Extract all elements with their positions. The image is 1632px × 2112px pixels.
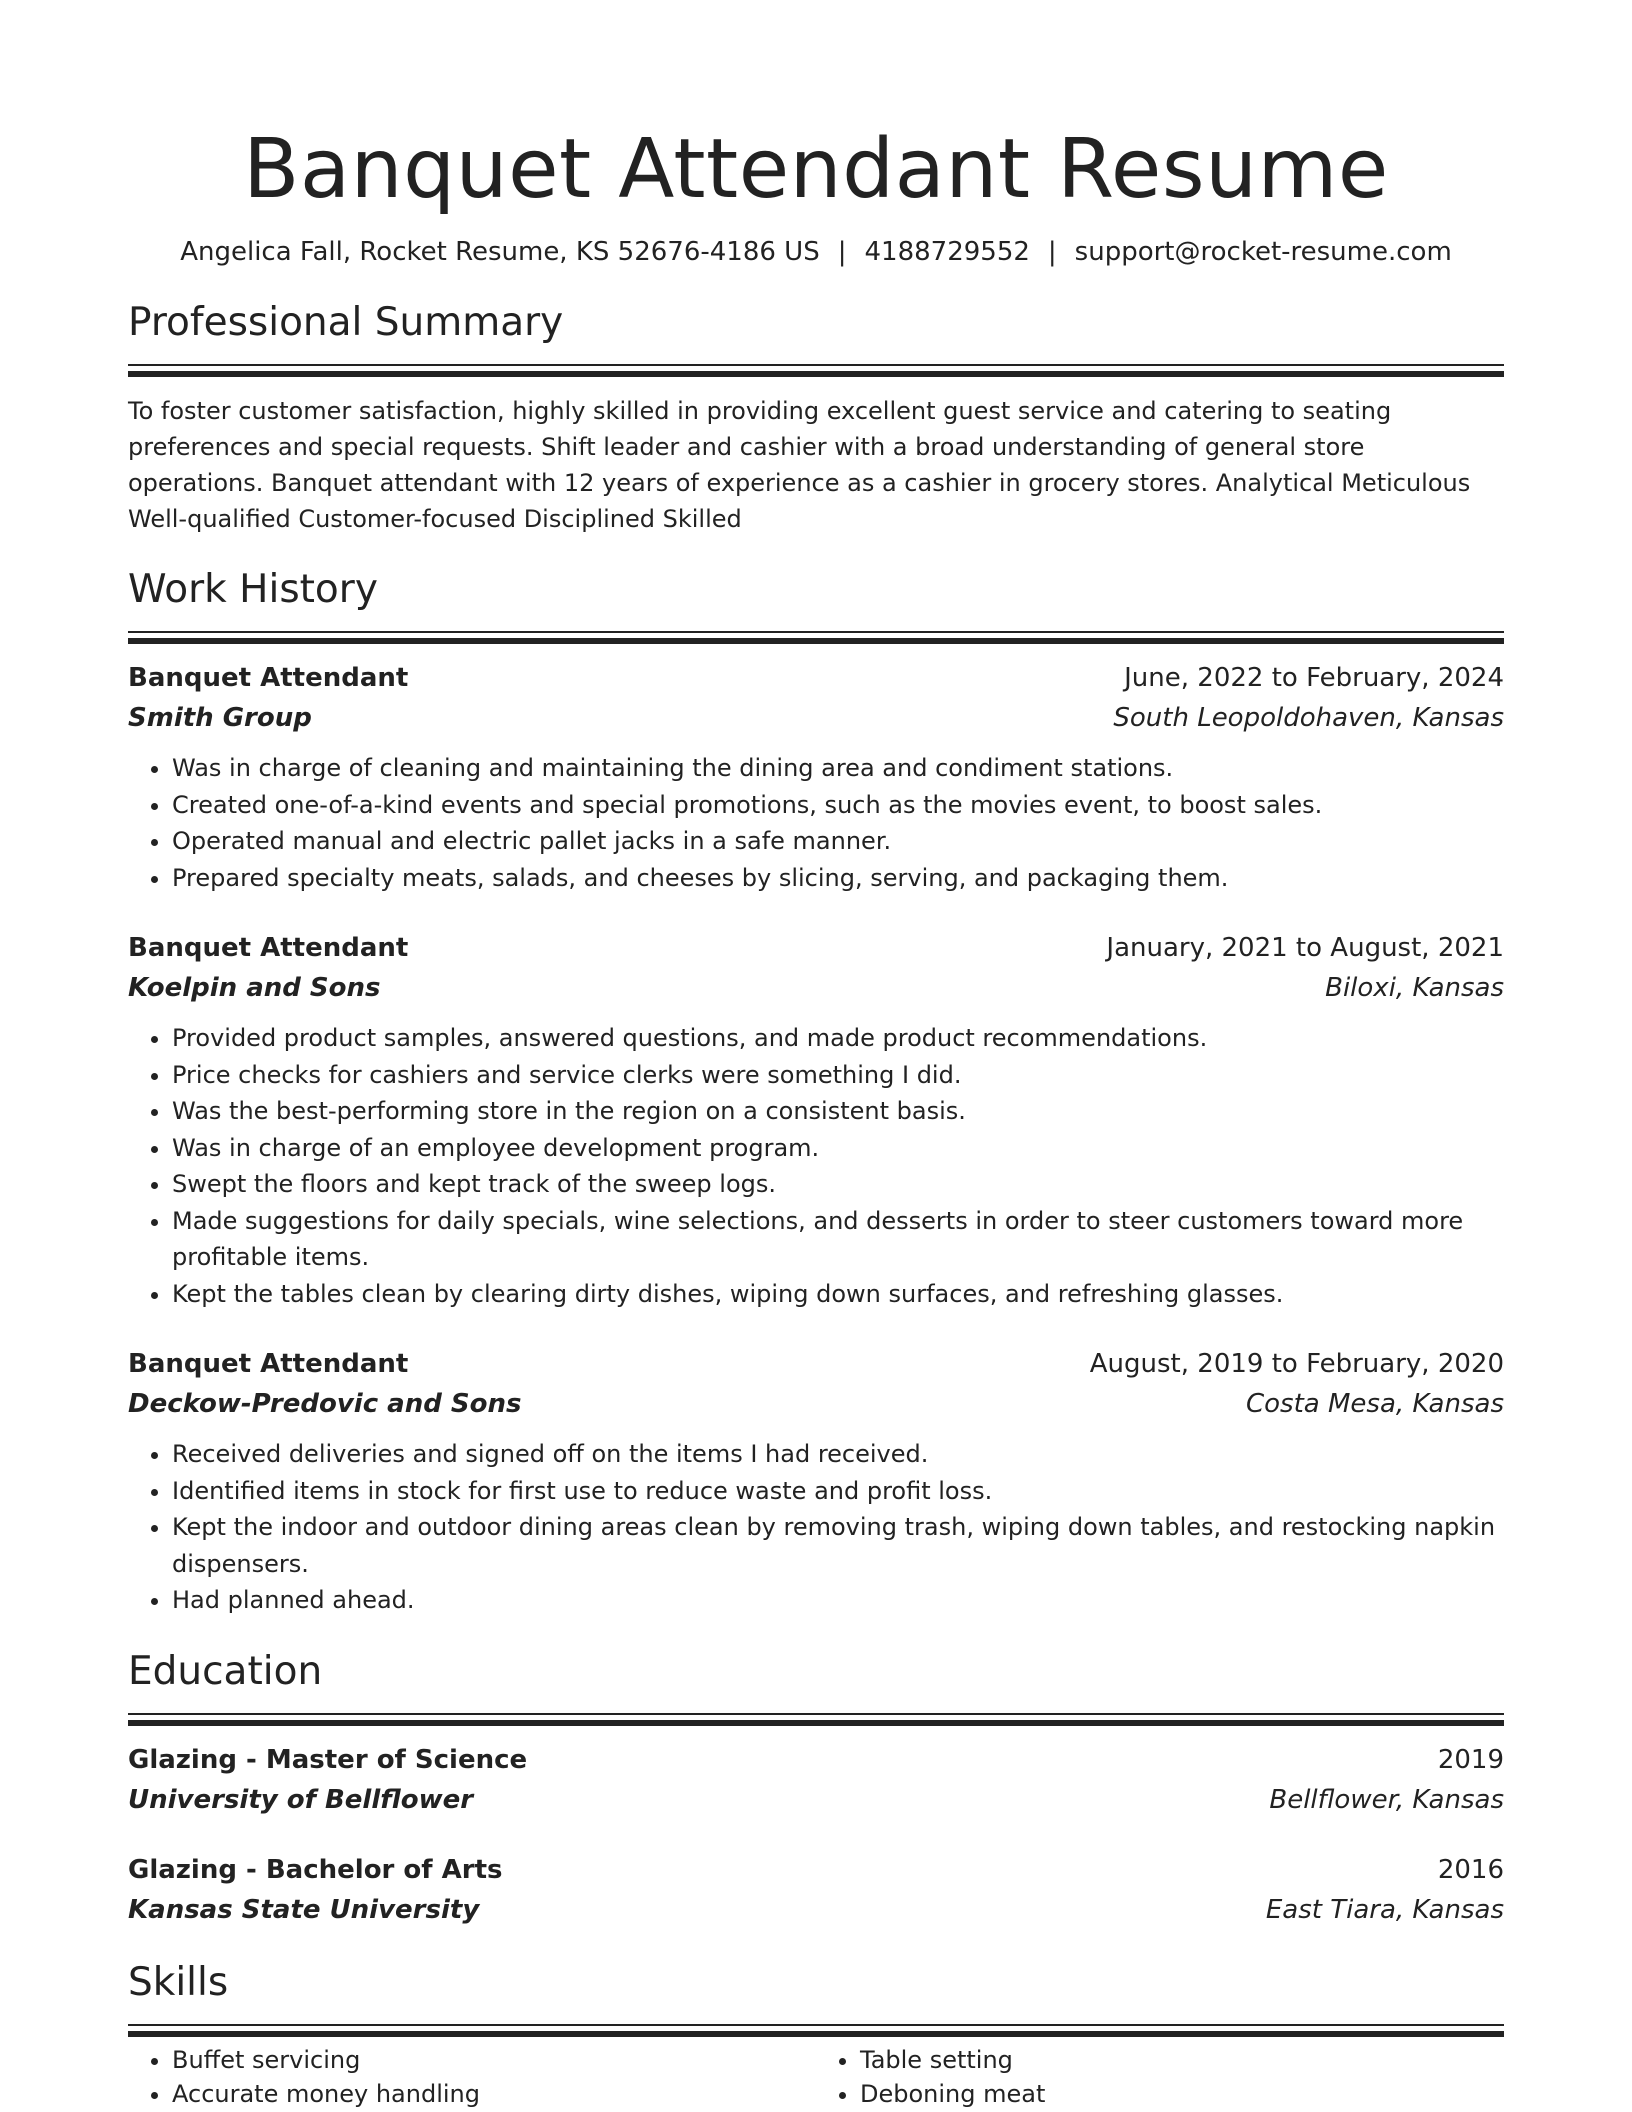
job-duty: • Created one-of-a-kind events and special promotions, such as the movies event, to boost sales. [172, 787, 1504, 824]
job-company: Koelpin and Sons [128, 973, 381, 1003]
contact-separator: | [1047, 237, 1057, 267]
education-entry [128, 1740, 1504, 1820]
job-duty: • Was in charge of an employee development program. [172, 1130, 1504, 1167]
job-entry [128, 1344, 1504, 1619]
education-entry [128, 1850, 1504, 1930]
resume-title: Banquet Attendant Resume [243, 122, 1389, 217]
job-duties [128, 1020, 1504, 1312]
job-duty: • Received deliveries and signed off on the items I had received. [172, 1436, 1504, 1473]
section-divider [128, 1713, 1504, 1720]
job-role: Banquet Attendant [128, 933, 409, 963]
job-role: Banquet Attendant [128, 1349, 409, 1379]
job-duty: • Price checks for cashiers and service clerks were something I did. [172, 1057, 1504, 1094]
job-company: Deckow-Predovic and Sons [128, 1389, 522, 1419]
section-divider [128, 631, 1504, 638]
job-duty: • Kept the tables clean by clearing dirty dishes, wiping down surfaces, and refreshing glasses. [172, 1276, 1504, 1313]
education-section [128, 1619, 1504, 1930]
job-entry [128, 658, 1504, 896]
job-duty: • Kept the indoor and outdoor dining areas clean by removing trash, wiping down tables, and restocking napkin dispensers. [172, 1509, 1504, 1582]
job-dates: June, 2022 to February, 2024 [1124, 663, 1504, 693]
job-location: Costa Mesa, Kansas [1246, 1389, 1504, 1419]
job-duty: • Had planned ahead. [172, 1582, 1504, 1619]
section-divider [128, 364, 1504, 371]
job-role: Banquet Attendant [128, 663, 409, 693]
skill-item: • Accurate money handling [172, 2077, 816, 2111]
skill-item: • Deboning meat [860, 2077, 1504, 2111]
job-dates: August, 2019 to February, 2020 [1089, 1349, 1504, 1379]
education-year: 2019 [1437, 1744, 1504, 1775]
summary-section [128, 270, 1504, 537]
job-duties [128, 1436, 1504, 1619]
job-duty: • Prepared specialty meats, salads, and cheeses by slicing, serving, and packaging them. [172, 860, 1504, 897]
education-degree: Glazing - Bachelor of Arts [128, 1854, 503, 1885]
education-year: 2016 [1437, 1854, 1504, 1885]
work-history-section [128, 537, 1504, 1619]
contact-phone: 4188729552 [864, 237, 1030, 267]
education-location: East Tiara, Kansas [1265, 1894, 1504, 1925]
job-company: Smith Group [128, 703, 312, 733]
education-school: Kansas State University [128, 1894, 480, 1925]
job-duty: • Was in charge of cleaning and maintaining the dining area and condiment stations. [172, 750, 1504, 787]
job-duties [128, 750, 1504, 896]
section-divider [128, 2024, 1504, 2031]
skill-item: • Buffet servicing [172, 2043, 816, 2077]
contact-separator: | [837, 237, 847, 267]
contact-address: Angelica Fall, Rocket Resume, KS 52676-4186 US [180, 237, 820, 267]
education-location: Bellflower, Kansas [1269, 1784, 1504, 1815]
skills-column-right [816, 2043, 1504, 2111]
job-duty: • Operated manual and electric pallet jacks in a safe manner. [172, 823, 1504, 860]
skills-column-left [128, 2043, 816, 2111]
education-school: University of Bellflower [128, 1784, 474, 1815]
summary-text: To foster customer satisfaction, highly skilled in providing excellent guest service and catering to seating preferences and special requests. Shift leader and cashier with a broad understanding of general store operations. Banquet attendant with 12 years of experience as a cashier in grocery stores. Analytical Meticulous Well-qualified Customer-focused Disciplined Skilled [128, 397, 1471, 533]
job-entry [128, 928, 1504, 1312]
summary-heading: Professional Summary [128, 300, 564, 345]
job-duty: • Identified items in stock for first use to reduce waste and profit loss. [172, 1473, 1504, 1510]
skills-heading: Skills [128, 1959, 229, 2005]
job-duty: • Made suggestions for daily specials, wine selections, and desserts in order to steer customers toward more profitable items. [172, 1203, 1504, 1276]
skills-list [128, 2043, 1504, 2111]
education-degree: Glazing - Master of Science [128, 1744, 528, 1775]
work-history-heading: Work History [128, 567, 378, 612]
contact-email: support@rocket-resume.com [1074, 237, 1452, 267]
job-location: Biloxi, Kansas [1325, 973, 1504, 1003]
job-duty: • Provided product samples, answered questions, and made product recommendations. [172, 1020, 1504, 1057]
job-duty: • Swept the floors and kept track of the sweep logs. [172, 1166, 1504, 1203]
job-duty: • Was the best-performing store in the region on a consistent basis. [172, 1093, 1504, 1130]
education-heading: Education [128, 1648, 323, 1694]
contact-line [128, 234, 1504, 270]
skill-item: • Table setting [860, 2043, 1504, 2077]
job-location: South Leopoldohaven, Kansas [1113, 703, 1504, 733]
skills-section [128, 1930, 1504, 2111]
job-dates: January, 2021 to August, 2021 [1106, 933, 1504, 963]
